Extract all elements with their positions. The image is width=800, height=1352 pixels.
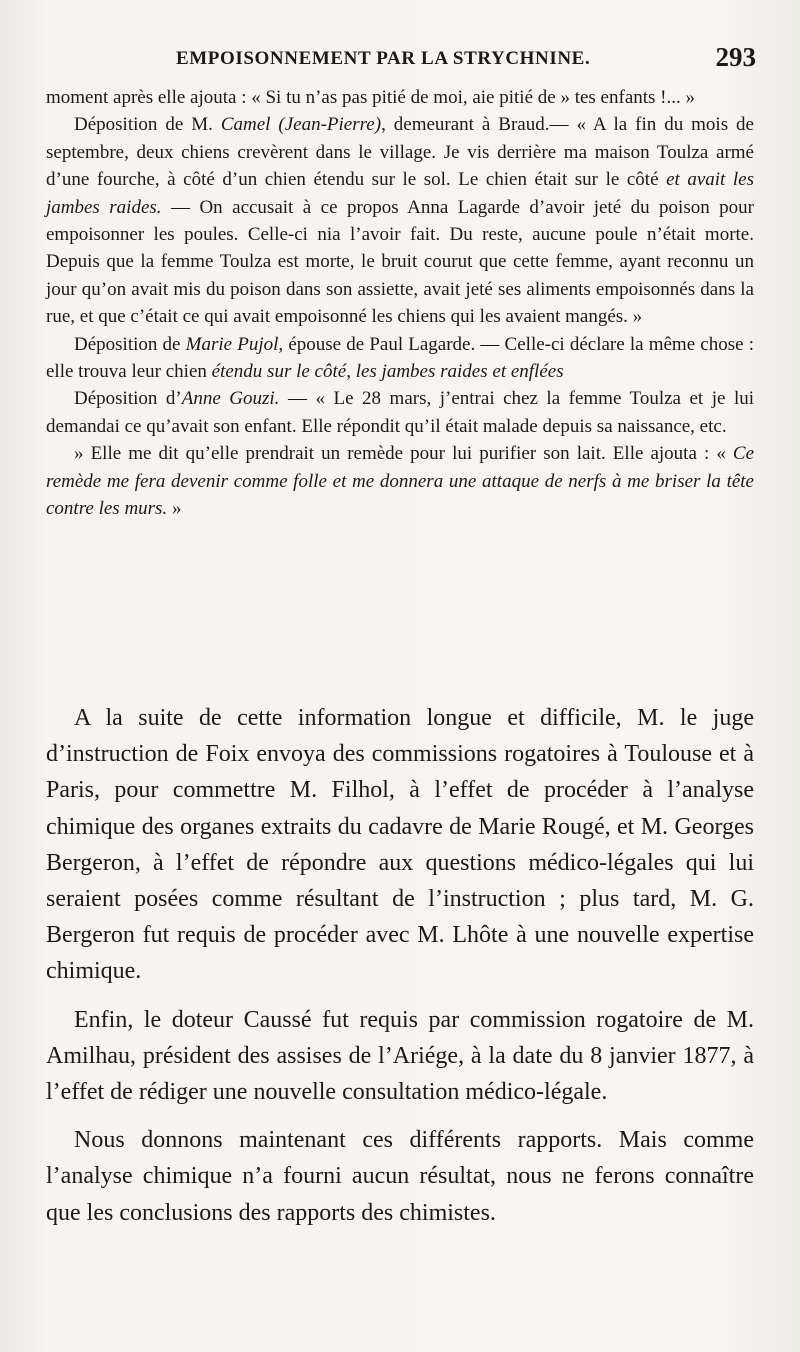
page-number: 293 xyxy=(715,42,756,72)
testimony-paragraph-gouzi xyxy=(46,385,754,440)
main-text-block xyxy=(46,700,754,1231)
testimony-paragraph-pujol xyxy=(46,331,754,386)
body-paragraph: Nous donnons maintenant ces différents rapports. Mais comme l’analyse chimique n’a fourni aucun résultat, nous ne ferons connaître que les conclusions des rapports des chimistes. xyxy=(46,1127,754,1226)
witness-name: Anne Gouzi. xyxy=(181,388,280,410)
testimony-paragraph xyxy=(46,84,754,111)
testimony-paragraph-remede xyxy=(46,440,754,522)
testimony-text: Déposition de xyxy=(74,333,186,355)
italic-phrase: Ce remède me fera devenir comme folle et me donnera une attaque de nerfs à me briser la tête contre les murs. xyxy=(46,443,754,520)
testimony-text: » Elle me dit qu’elle prendrait un remède pour lui purifier son lait. Elle ajouta : « xyxy=(74,443,733,465)
testimony-text: Déposition de M. xyxy=(74,114,221,136)
testimony-block xyxy=(46,84,754,523)
testimony-paragraph-camel xyxy=(46,111,754,330)
body-paragraph: A la suite de cette information longue et difficile, M. le juge d’instruction de Foix envoya des commissions rogatoires à Toulouse et à Paris, pour commettre M. Filhol, à l’effet de procéder à l’analyse chimique des organes extraits du cadavre de Marie Rougé, et M. Georges Bergeron, à l’effet de répondre aux questions médico-légales qui lui seraient posées comme résultant de l’instruction ; plus tard, M. G. Bergeron fut requis de procéder avec M. Lhôte à une nouvelle expertise chimique. xyxy=(46,705,754,985)
testimony-text: moment après elle ajouta : « Si tu n’as pas pitié de moi, aie pitié de » tes enfants !... » xyxy=(46,87,695,108)
italic-phrase: étendu sur le côté, les jambes raides et enflées xyxy=(211,361,564,383)
running-head: EMPOISONNEMENT PAR LA STRYCHNINE. xyxy=(176,48,591,69)
testimony-text: — « Le 28 mars, j’entrai chez la femme Toulza et je lui demandai ce qu’avait son enfant. Elle répondit qu’il était malade depuis sa naissance, etc. xyxy=(46,388,755,437)
italic-phrase: et avait les jambes raides. xyxy=(46,169,754,218)
body-paragraph: Enfin, le doteur Caussé fut requis par commission rogatoire de M. Amilhau, président des assises de l’Ariége, à la date du 8 janvier 1877, à l’effet de rédiger une nouvelle consultation médico-légale. xyxy=(46,1006,754,1106)
testimony-text: » xyxy=(167,498,182,520)
testimony-text: Déposition d’ xyxy=(74,388,182,410)
witness-name: Marie Pujol, xyxy=(185,333,284,355)
page-header xyxy=(46,42,756,74)
witness-name: Camel (Jean-Pierre) xyxy=(220,114,382,136)
testimony-text: épouse de Paul Lagarde. — Celle-ci déclare la même chose : elle trouva leur chien xyxy=(46,333,754,383)
testimony-text: — On accusait à ce propos Anna Lagarde d’avoir jeté du poison pour empoisonner les poules. Celle-ci nia l’avoir fait. Du reste, aucune poule n’était morte. Depuis que la femme Toulza est morte, le bruit courut que cette femme, ayant reconnu un jour qu’on avait mis du poison dans son assiette, avait jeté ses aliments empoisonnés dans la rue, et que c’était ce qui avait empoisonné les chiens qui les avaient mangés. » xyxy=(46,196,755,328)
testimony-text: , demeurant à Braud.— « A la fin du mois de septembre, deux chiens crevèrent dans le village. Je vis derrière ma maison Toulza armé d’une fourche, à côté d’un chien étendu sur le sol. Le chien était sur le côté xyxy=(46,114,754,191)
